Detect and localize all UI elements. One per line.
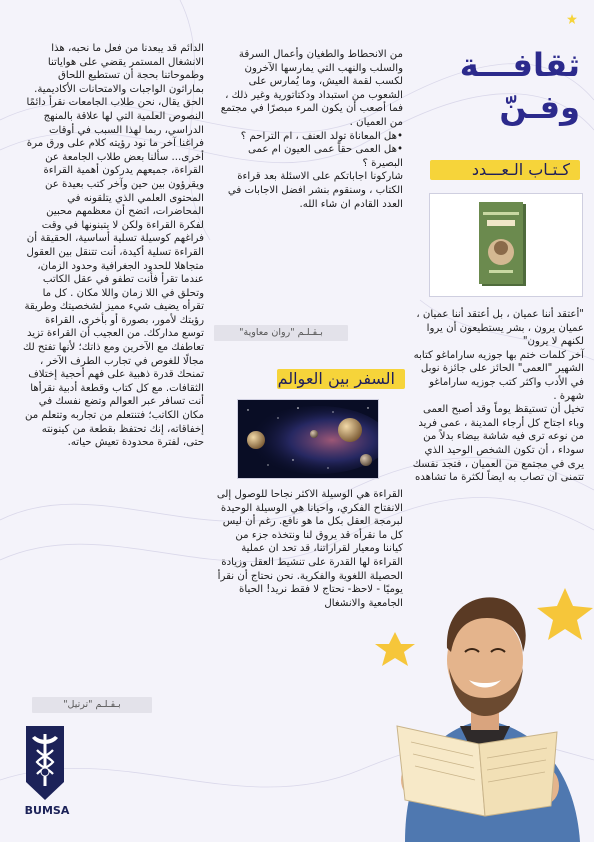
star-icon [567, 14, 577, 24]
article-paragraph: الدائم قد يبعدنا من فعل ما نحبه، هذا الانشغال المستمر يقضي على هواياتنا وطموحاتنا بحجة أن تستطيع اللحاق بماراثون الواجبات والامتحانات الأكاديمية. الحق يقال، نحن طلاب الجامعات نقرأ دائمًا النصوص العلمية التي لها علاقة بالمنهج الدراسي، ربما لهذا السبب في أوقات فراغنا آخر ما نود رؤيته كلام على ورق مرة أخرى... سألنا بعض طلاب الجامعة عن القراءة، جميعهم يدركون أهمية القراءة ويقرؤون بين حين وآخر كتب بعيدة عن المحتوى العلمي الذي يتلقونه في المحاضرات، اتضح أن معظمهم محبين لفكرة القراءة ولكن لا يتبنونها في وقت فراغهم كوسيلة تسلية أساسية، الحقيقة أن القراءة تسلية أكيدة، أنت تتنقل بين العقول متجاهلا للحدود الجغرافية وحدود الزمان، عندما تقرأ فأنت تطفو في عقل الكاتب وتحلق في اللا زمان واللا مكان . كل ما تقرأه يضيف شيء مميز لشخصيتك وطريقة رؤيتك لأمور، بصورة أو بأخرى، القراءة توسع مداركك. من العجيب أن القراءة تزيد تعاطفك مع الآخرين ومع ذاتك؛ لأنها تفتح لك مجالًا للغوص في تجارب الطرف الآخر ، تمنحك قدرة ذهبية على فهم أحجية إختلاف الثقافات. مع كل كتاب وقطعة أدبية نقرأها أنت تسافر عبر العوالم وتضع نفسك في مكان الكاتب؛ فتنتعلم من تجاربه وتتعلم من إخفاقاته، إنك تحتفظ بقطعة من كينونته حتى، لفترة محدودة تعيش حياته. [23, 43, 204, 449]
article-paragraph: آخر كلمات ختم بها جوزيه ساراماغو كتابه الشهير "العمى" الحائز على جائزة نوبل في الأدب واكثر كتب جوزيه ساراماغو شهرة . [413, 349, 584, 402]
question-bullet: •هل المعاناة تولد العنف ، ام التراحم ؟ [240, 130, 403, 142]
article-paragraph: من الانحطاط والطغيان وأعمال السرقة والسلب والنهب التي يمارسها الآخرون لكسب لقمة العيش، وما يُمارس على الشعوب من استبداد ودكتاتورية وغير ذلك ، فما أصعب أن يكون المرء مبصرًا في مجتمع من العميان . [220, 49, 403, 128]
question-bullet: •هل العمى حقاً عمى العيون ام عمى البصيرة ؟ [247, 144, 403, 169]
book-of-issue-label: كـتـاب الـعـــدد [471, 160, 570, 179]
book-article-continued [215, 48, 403, 211]
article-paragraph: القراءة هي الوسيلة الاكثر نجاحا للوصول إلى الانفتاح الفكري، واحيانا هي الوسيلة الوحيدة لبرمجة العقل بكل ما هو نافع. رغم أن ليس كل ما نقرأه قد يروق لنا ونتخذه جزء من كياننا ومعيار لقراراتنا، قد تحد ان عملية القراءة لها القدرة على تنشيط العقل وزيادة الحصيلة اللغوية والفكرية. نحن نحتاج أن نقرأ يوميًا - لاحظ- نحتاج لا فقط نريد! الحياة الجامعية والانشغال [216, 489, 403, 609]
smiling-man-reading-photo [375, 548, 594, 842]
book-of-issue-heading [430, 157, 580, 183]
travel-heading [260, 366, 405, 392]
book-image-frame [430, 194, 582, 296]
planets-space-image [238, 400, 378, 478]
book-article-intro [412, 308, 584, 485]
travel-heading-label: السفر بين العوالم [277, 369, 395, 388]
travel-article-continued [22, 42, 204, 450]
article-paragraph: تخيل أن تستيقظ يوماً وقد أصبح العمى وباء اجتاح كل أرجاء المدينة ، عمى فريد من نوعه ترى فيه شاشة بيضاء بدلاً من سوداء ، أن تكون الشخص الوحيد الذي يرى في مجتمع من العميان ، فتجد نفسك تتمنى ان تصاب به ايضاً لكثرة ما تشاهده [412, 404, 584, 484]
author-byline: بـقـلـم "ترتيل" [32, 697, 152, 713]
title-line-2: وفـنّ [499, 88, 580, 126]
article-paragraph: "أعتقد أننا عميان ، بل أعتقد أننا عميان ، عميان يرون ، بشر يستطيعون أن يروا لكنهم لا يرون" [416, 309, 584, 348]
magazine-title [410, 44, 580, 128]
author-byline: بـقـلـم "روان معاوية" [214, 325, 348, 341]
title-line-1: ثقافـــة [459, 46, 580, 84]
space-image-frame [238, 400, 378, 478]
logo-acronym: BUMSA [24, 804, 70, 817]
article-paragraph: شاركونا اجاباتكم على الاسئلة بعد قراءة الكتاب ، وسنقوم بنشر افضل الاجابات في العدد القادم ان شاء الله. [227, 171, 403, 210]
caduceus-emblem-icon [22, 726, 68, 804]
book-cover-image [479, 202, 529, 288]
